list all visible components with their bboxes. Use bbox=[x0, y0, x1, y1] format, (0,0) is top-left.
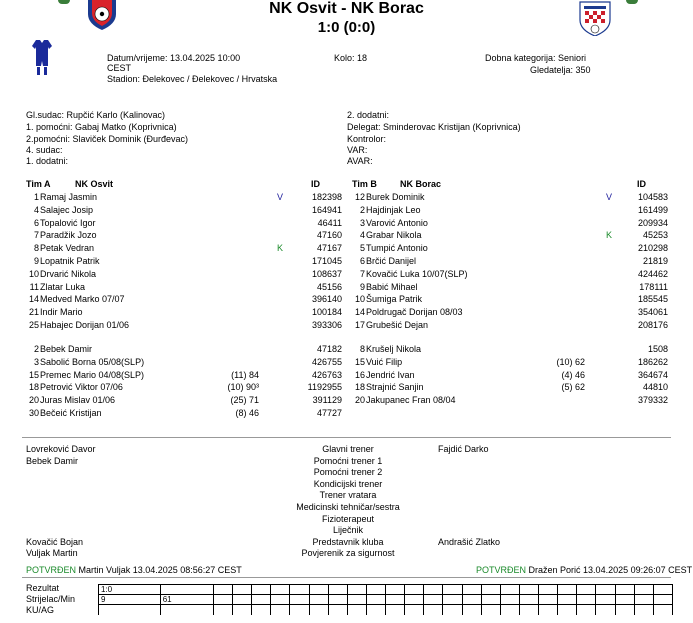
player-number: 12 bbox=[354, 192, 365, 202]
player-name: Kovačić Luka 10/07(SLP) bbox=[366, 268, 468, 279]
player-row bbox=[348, 293, 668, 305]
official-line: Gl.sudac: Rupčić Karlo (Kalinovac) bbox=[26, 110, 166, 120]
official-line: 1. pomoćni: Gabaj Matko (Koprivnica) bbox=[26, 122, 177, 132]
player-number: 2 bbox=[359, 204, 365, 215]
sub-player-row bbox=[22, 356, 342, 368]
result-cell bbox=[462, 585, 481, 595]
result-cell bbox=[366, 585, 385, 595]
player-id: 391129 bbox=[312, 395, 342, 406]
result-cell bbox=[462, 605, 481, 615]
captain-mark: K bbox=[277, 243, 284, 254]
player-id: 182398 bbox=[311, 192, 342, 202]
player-name: Drvarić Nikola bbox=[40, 268, 97, 279]
staff-name: Fajdić Darko bbox=[438, 444, 489, 454]
player-id: 209934 bbox=[637, 217, 668, 228]
player-id: 46411 bbox=[317, 217, 342, 228]
result-cell bbox=[596, 595, 615, 605]
result-cell bbox=[577, 595, 596, 605]
result-cell bbox=[539, 605, 558, 615]
sub-player-row bbox=[348, 394, 668, 406]
staff-name: Lovreković Davor bbox=[26, 444, 96, 454]
player-number: 21 bbox=[28, 307, 39, 318]
player-name: Poldrugač Dorijan 08/03 bbox=[366, 307, 463, 318]
result-cell bbox=[347, 585, 366, 595]
player-name: Zlatar Luka bbox=[40, 281, 86, 292]
result-cell bbox=[653, 595, 672, 605]
player-number: 10 bbox=[28, 268, 39, 279]
result-cell bbox=[386, 595, 405, 605]
player-name: Indir Mario bbox=[40, 307, 83, 318]
result-cell bbox=[481, 605, 500, 615]
sub-minute: (4) 46 bbox=[561, 369, 585, 380]
result-cell bbox=[405, 605, 424, 615]
staff-role: Pomoćni trener 1 bbox=[313, 455, 383, 466]
result-cell bbox=[481, 595, 500, 605]
player-id: 354061 bbox=[637, 307, 668, 318]
player-id: 47167 bbox=[316, 243, 342, 254]
player-row bbox=[22, 191, 342, 203]
player-name: Grubešić Dejan bbox=[366, 320, 429, 330]
player-name: Grabar Nikola bbox=[366, 230, 422, 241]
result-cell bbox=[233, 595, 252, 605]
sub-player-row bbox=[22, 343, 342, 355]
result-cell: 1:0 bbox=[99, 585, 161, 595]
result-label: Rezultat bbox=[26, 583, 60, 593]
confirm-right bbox=[476, 565, 692, 575]
match-stadium: Stadion: Đelekovec / Đelekovec / Hrvatska bbox=[107, 74, 278, 84]
player-name: Vuić Filip bbox=[366, 356, 403, 367]
player-row bbox=[348, 242, 668, 254]
confirm-divider bbox=[22, 577, 671, 578]
player-number: 7 bbox=[33, 230, 39, 241]
sub-player-row bbox=[348, 356, 668, 368]
jersey-icon bbox=[32, 40, 52, 76]
sub-player-row bbox=[348, 381, 668, 393]
result-cell bbox=[577, 585, 596, 595]
player-number: 3 bbox=[359, 217, 365, 228]
player-number: 15 bbox=[354, 356, 365, 367]
result-cell bbox=[386, 585, 405, 595]
result-cell bbox=[634, 605, 653, 615]
player-number: 10 bbox=[354, 294, 365, 305]
player-name: Petak Vedran bbox=[40, 243, 95, 254]
player-row bbox=[348, 229, 668, 241]
player-name: Paradžik Jozo bbox=[40, 230, 97, 241]
player-name: Babić Mihael bbox=[366, 281, 418, 292]
match-datetime: Datum/vrijeme: 13.04.2025 10:00 bbox=[107, 53, 241, 63]
result-cell bbox=[634, 585, 653, 595]
result-cell bbox=[443, 595, 462, 605]
result-cell bbox=[290, 605, 309, 615]
sub-minute: (5) 62 bbox=[561, 382, 585, 393]
player-id: 426755 bbox=[311, 356, 342, 367]
result-cell bbox=[271, 585, 290, 595]
result-cell bbox=[500, 595, 519, 605]
sub-player-row bbox=[22, 369, 342, 381]
result-cell bbox=[366, 595, 385, 605]
player-row bbox=[22, 306, 342, 318]
player-name: Strajnić Sanjin bbox=[366, 382, 424, 393]
player-number: 14 bbox=[354, 307, 365, 318]
player-number: 7 bbox=[359, 268, 365, 279]
player-number: 14 bbox=[28, 294, 39, 305]
result-cell bbox=[615, 595, 634, 605]
result-cell bbox=[596, 605, 615, 615]
result-cell bbox=[347, 595, 366, 605]
player-name: Bečeić Kristijan bbox=[40, 408, 102, 418]
team-b-name: NK Borac bbox=[400, 179, 442, 189]
staff-name: Vuljak Martin bbox=[26, 548, 78, 559]
result-cell bbox=[213, 595, 232, 605]
official-line: VAR: bbox=[347, 145, 368, 155]
result-cell bbox=[386, 605, 405, 615]
player-number: 18 bbox=[354, 382, 365, 393]
player-name: Varović Antonio bbox=[366, 217, 428, 228]
official-line: 1. dodatni: bbox=[26, 156, 69, 166]
result-cell bbox=[405, 585, 424, 595]
match-score: 1:0 (0:0) bbox=[317, 19, 376, 36]
sub-player-row bbox=[22, 407, 342, 419]
sub-minute: (11) 84 bbox=[231, 369, 259, 380]
result-cell bbox=[539, 585, 558, 595]
result-cell: 61 bbox=[160, 595, 213, 605]
player-row bbox=[22, 229, 342, 241]
player-number: 20 bbox=[28, 395, 39, 406]
player-id: 161499 bbox=[637, 204, 668, 215]
player-id: 47182 bbox=[316, 344, 342, 354]
player-row bbox=[22, 293, 342, 305]
staff-role: Fizioterapeut bbox=[321, 513, 375, 524]
result-cell bbox=[328, 595, 347, 605]
result-cell bbox=[271, 595, 290, 605]
player-number: 11 bbox=[29, 281, 39, 292]
player-id: 379332 bbox=[637, 395, 668, 406]
player-id: 47727 bbox=[316, 408, 342, 418]
result-cell bbox=[252, 595, 271, 605]
player-name: Sabolić Borna 05/08(SLP) bbox=[40, 356, 145, 367]
player-name: Salajec Josip bbox=[40, 204, 94, 215]
player-row bbox=[348, 217, 668, 229]
result-cell bbox=[160, 605, 213, 615]
player-number: 16 bbox=[354, 369, 365, 380]
player-id: 178111 bbox=[639, 281, 668, 292]
result-cell bbox=[252, 605, 271, 615]
goalkeeper-mark: V bbox=[277, 192, 284, 202]
result-cell bbox=[213, 585, 232, 595]
sub-minute: (10) 62 bbox=[556, 356, 585, 367]
player-number: 4 bbox=[359, 230, 365, 241]
result-cell bbox=[347, 605, 366, 615]
result-cell bbox=[290, 595, 309, 605]
result-cell bbox=[615, 585, 634, 595]
player-number: 4 bbox=[33, 204, 39, 215]
sub-minute: (25) 71 bbox=[230, 395, 259, 406]
result-cell bbox=[99, 605, 161, 615]
result-cell bbox=[252, 585, 271, 595]
result-cell bbox=[271, 605, 290, 615]
team-a-name: NK Osvit bbox=[75, 179, 114, 189]
player-row bbox=[348, 319, 668, 331]
player-id: 1508 bbox=[647, 344, 668, 354]
player-id: 108637 bbox=[311, 268, 342, 279]
confirm-left-tag: POTVRĐEN bbox=[26, 565, 77, 575]
player-id: 186262 bbox=[637, 356, 668, 367]
confirm-right-text: Dražen Porić 13.04.2025 09:26:07 CEST bbox=[528, 565, 693, 575]
player-name: Jendrić Ivan bbox=[366, 369, 415, 380]
sub-player-row bbox=[348, 343, 668, 355]
player-row bbox=[22, 255, 342, 267]
result-cell bbox=[233, 605, 252, 615]
player-id: 104583 bbox=[637, 192, 668, 202]
player-number: 20 bbox=[354, 395, 365, 406]
result-cell bbox=[424, 595, 443, 605]
confirm-left bbox=[26, 565, 242, 575]
staff-role: Trener vratara bbox=[319, 490, 377, 501]
official-line: AVAR: bbox=[347, 156, 373, 166]
kuag-label: KU/AG bbox=[26, 605, 55, 615]
match-timezone: CEST bbox=[107, 63, 132, 73]
player-name: Šumiga Patrik bbox=[366, 294, 423, 305]
result-cell bbox=[309, 585, 328, 595]
player-name: Petrović Viktor 07/06 bbox=[40, 382, 123, 393]
team-b-label: Tim B bbox=[352, 179, 377, 189]
staff-name: Andrašić Zlatko bbox=[438, 536, 501, 547]
player-id: 210298 bbox=[637, 243, 668, 254]
player-number: 3 bbox=[33, 356, 39, 367]
official-line: 4. sudac: bbox=[26, 145, 63, 155]
result-cell bbox=[596, 585, 615, 595]
team-b-id-header: ID bbox=[637, 179, 646, 189]
result-table-row bbox=[99, 605, 673, 615]
result-cell bbox=[328, 605, 347, 615]
result-table-row bbox=[99, 585, 673, 595]
result-cell bbox=[233, 585, 252, 595]
result-cell bbox=[653, 585, 672, 595]
player-number: 25 bbox=[28, 320, 39, 330]
result-cell bbox=[328, 585, 347, 595]
player-name: Brčić Danijel bbox=[366, 256, 417, 266]
player-row bbox=[22, 319, 342, 331]
result-cell: 9 bbox=[99, 595, 161, 605]
result-cell bbox=[366, 605, 385, 615]
player-id: 100184 bbox=[311, 307, 342, 318]
staff-role: Predstavnik kluba bbox=[312, 536, 384, 547]
confirm-left-text: Martin Vuljak 13.04.2025 08:56:27 CEST bbox=[78, 565, 242, 575]
staff-name: Kovačić Bojan bbox=[26, 536, 84, 547]
confirm-right-tag: POTVRĐEN bbox=[476, 565, 527, 575]
team-a-label: Tim A bbox=[26, 179, 51, 189]
result-cell bbox=[500, 605, 519, 615]
scorer-label: Strijelac/Min bbox=[26, 594, 76, 604]
player-name: Premec Mario 04/08(SLP) bbox=[40, 369, 145, 380]
player-row bbox=[22, 242, 342, 254]
player-id: 396140 bbox=[311, 294, 342, 305]
player-number: 18 bbox=[28, 382, 39, 393]
result-cell bbox=[500, 585, 519, 595]
staff-role: Povjerenik za sigurnost bbox=[301, 548, 395, 559]
result-table bbox=[98, 584, 673, 615]
result-cell bbox=[290, 585, 309, 595]
player-name: Ramaj Jasmin bbox=[40, 192, 98, 202]
result-cell bbox=[443, 585, 462, 595]
staff-name: Bebek Damir bbox=[26, 455, 79, 466]
staff-role: Pomoćni trener 2 bbox=[313, 467, 383, 478]
player-number: 1 bbox=[33, 192, 39, 202]
age-category: Dobna kategorija: Seniori bbox=[485, 53, 587, 63]
player-number: 9 bbox=[359, 281, 365, 292]
player-number: 17 bbox=[354, 320, 365, 330]
player-id: 185545 bbox=[637, 294, 668, 305]
player-number: 8 bbox=[33, 243, 39, 254]
sub-minute: (8) 46 bbox=[235, 408, 259, 418]
player-id: 45253 bbox=[642, 230, 668, 241]
result-cell bbox=[160, 585, 213, 595]
player-row bbox=[348, 306, 668, 318]
result-cell bbox=[558, 595, 577, 605]
staff-role: Glavni trener bbox=[322, 444, 374, 454]
result-cell bbox=[539, 595, 558, 605]
player-number: 15 bbox=[28, 369, 39, 380]
player-id: 171045 bbox=[311, 256, 342, 266]
player-number: 2 bbox=[33, 344, 39, 354]
player-id: 424462 bbox=[637, 268, 668, 279]
player-id: 47160 bbox=[316, 230, 342, 241]
sub-player-row bbox=[22, 381, 342, 393]
result-cell bbox=[309, 595, 328, 605]
player-name: Jakupanec Fran 08/04 bbox=[366, 395, 456, 406]
player-name: Hajdinjak Leo bbox=[366, 204, 421, 215]
player-row bbox=[22, 217, 342, 229]
result-cell bbox=[424, 585, 443, 595]
official-line: 2. dodatni: bbox=[347, 110, 390, 120]
player-row bbox=[348, 281, 668, 293]
result-cell bbox=[558, 605, 577, 615]
result-cell bbox=[519, 585, 538, 595]
result-cell bbox=[309, 605, 328, 615]
player-number: 9 bbox=[33, 256, 39, 266]
player-id: 393306 bbox=[311, 320, 342, 330]
match-round: Kolo: 18 bbox=[334, 53, 368, 63]
sub-minute: (10) 90³ bbox=[227, 382, 259, 393]
player-id: 44810 bbox=[642, 382, 668, 393]
player-name: Medved Marko 07/07 bbox=[40, 294, 125, 305]
player-row bbox=[348, 268, 668, 280]
sub-player-row bbox=[348, 369, 668, 381]
player-number: 8 bbox=[359, 344, 365, 354]
player-number: 6 bbox=[33, 217, 39, 228]
player-number: 5 bbox=[359, 243, 365, 254]
player-id: 1192955 bbox=[307, 382, 342, 393]
player-id: 364674 bbox=[637, 369, 668, 380]
section-divider bbox=[22, 437, 671, 438]
player-row bbox=[22, 268, 342, 280]
player-row bbox=[22, 204, 342, 216]
match-title: NK Osvit - NK Borac bbox=[269, 0, 424, 17]
result-cell bbox=[462, 595, 481, 605]
result-cell bbox=[213, 605, 232, 615]
result-cell bbox=[405, 595, 424, 605]
result-cell bbox=[653, 605, 672, 615]
result-table-row bbox=[99, 595, 673, 605]
player-id: 426763 bbox=[311, 369, 342, 380]
official-line: Kontrolor: bbox=[347, 134, 387, 144]
player-row bbox=[22, 281, 342, 293]
official-line: 2.pomoćni: Slaviček Dominik (Đurđevac) bbox=[26, 134, 189, 144]
player-name: Topalović Igor bbox=[40, 217, 96, 228]
player-row bbox=[348, 204, 668, 216]
result-cell bbox=[519, 605, 538, 615]
player-name: Juras Mislav 01/06 bbox=[40, 395, 116, 406]
spectators: Gledatelja: 350 bbox=[530, 65, 591, 75]
result-cell bbox=[481, 585, 500, 595]
result-cell bbox=[558, 585, 577, 595]
player-number: 30 bbox=[28, 408, 39, 418]
player-name: Burek Dominik bbox=[366, 192, 425, 202]
sub-player-row bbox=[22, 394, 342, 406]
result-cell bbox=[443, 605, 462, 615]
player-id: 208176 bbox=[637, 320, 668, 330]
player-id: 21819 bbox=[642, 256, 668, 266]
player-id: 164941 bbox=[311, 204, 342, 215]
player-id: 45156 bbox=[316, 281, 342, 292]
staff-role: Kondicijski trener bbox=[313, 478, 383, 489]
player-name: Lopatnik Patrik bbox=[40, 256, 100, 266]
player-row bbox=[348, 255, 668, 267]
player-name: Bebek Damir bbox=[40, 344, 93, 354]
player-number: 6 bbox=[359, 256, 365, 266]
player-name: Habajec Dorijan 01/06 bbox=[40, 320, 130, 330]
staff-role: Medicinski tehničar/sestra bbox=[296, 502, 400, 512]
official-line: Delegat: Sminderovac Kristijan (Koprivnica) bbox=[347, 122, 521, 132]
result-cell bbox=[424, 605, 443, 615]
player-name: Tumpić Antonio bbox=[366, 243, 428, 254]
result-cell bbox=[519, 595, 538, 605]
goalkeeper-mark: V bbox=[606, 192, 613, 202]
staff-role: Liječnik bbox=[332, 525, 363, 536]
result-cell bbox=[615, 605, 634, 615]
player-row bbox=[348, 191, 668, 203]
team-a-id-header: ID bbox=[311, 179, 320, 189]
player-name: Krušelj Nikola bbox=[366, 344, 422, 354]
result-cell bbox=[634, 595, 653, 605]
captain-mark: K bbox=[606, 230, 613, 241]
result-cell bbox=[577, 605, 596, 615]
